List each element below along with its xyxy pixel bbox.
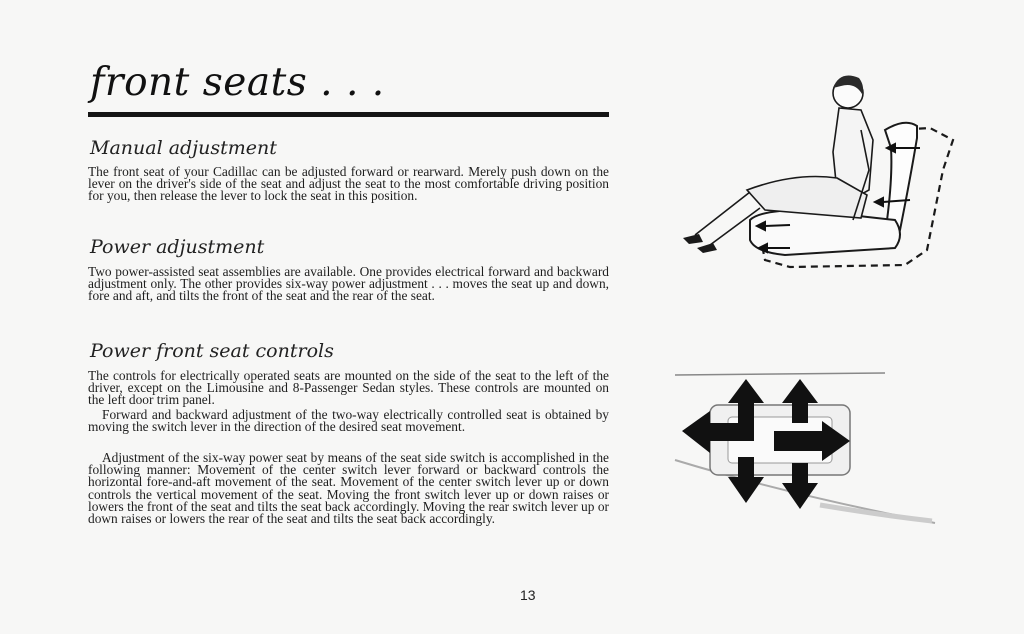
manual-adjustment-paragraph: The front seat of your Cadillac can be adjusted forward or rearward. Merely push down on the lever on the driver's side of the seat and adjust the seat to the most comfortable driving position for you, then release the lever to lock the seat in this position. — [88, 164, 609, 204]
seat-switch-arrows-illustration — [670, 365, 950, 535]
seat-controls-paragraph-1: The controls for electrically operated seats are mounted on the side of the seat to the left of the driver, except on the Limousine and 8-Passenger Sedan styles. These controls are mounted on the left door trim panel. — [88, 368, 609, 408]
section-heading-power-adjustment: Power adjustment — [90, 236, 265, 258]
seat-controls-paragraph-2: Forward and backward adjustment of the two-way electrically controlled seat is obtained by moving the switch lever in the direction of the desired seat movement. — [88, 407, 609, 435]
section-heading-power-front-seat-controls: Power front seat controls — [90, 340, 334, 362]
page-title: front seats . . . — [90, 60, 385, 105]
title-rule — [88, 112, 609, 117]
section-heading-manual-adjustment: Manual adjustment — [90, 137, 277, 159]
page-number: 13 — [520, 587, 536, 603]
seated-woman-illustration — [655, 60, 965, 275]
seat-controls-paragraph-3: Adjustment of the six-way power seat by means of the seat side switch is accomplished in the following manner: Movement of the center switch lever forward or backward controls the horizontal fore-and-aft movement of the seat. Movement of the center switch lever up or down controls the vertical movement of the seat. Moving the front switch lever up or down raises or lowers the front of the seat and tilts the seat back accordingly. Moving the rear switch lever up or down raises or lowers the rear of the seat and tilts the seat back accordingly. — [88, 450, 609, 527]
power-adjustment-paragraph: Two power-assisted seat assemblies are available. One provides electrical forward and backward adjustment only. The other provides six-way power adjustment . . . moves the seat up and down, fore and aft, and tilts the front of the seat and the rear of the seat. — [88, 264, 609, 304]
